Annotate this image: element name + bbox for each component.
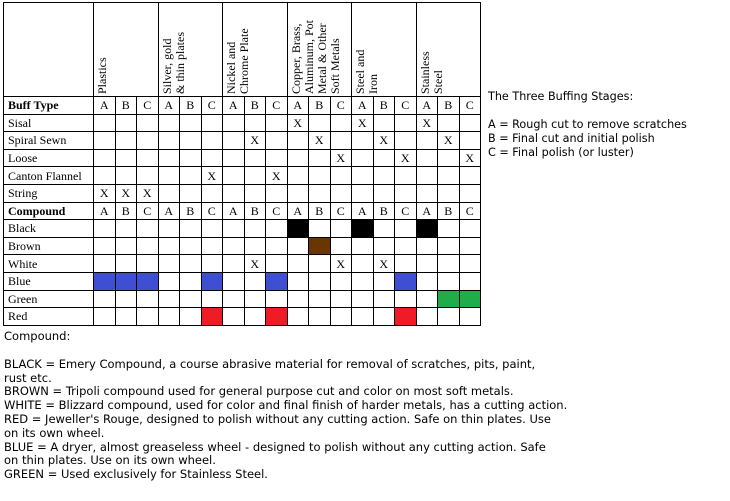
empty-cell	[180, 238, 202, 256]
row-label: Compound	[3, 203, 94, 221]
stage-letter: B	[374, 203, 396, 221]
empty-cell	[245, 291, 267, 309]
stage-letter: C	[137, 97, 159, 115]
empty-cell	[94, 291, 116, 309]
empty-cell	[223, 273, 245, 291]
empty-cell	[116, 115, 138, 133]
empty-cell	[331, 308, 353, 326]
compound-notes	[4, 330, 724, 482]
empty-cell	[223, 115, 245, 133]
material-header-line: Steel	[430, 70, 445, 94]
x-mark: X	[116, 185, 138, 203]
empty-cell	[352, 273, 374, 291]
compound-note-line: on thin plates. Use on its own wheel.	[4, 453, 216, 468]
compound-color-cell	[116, 273, 138, 291]
material-header-1	[159, 2, 224, 97]
row-label: Blue	[3, 273, 94, 291]
empty-cell	[460, 255, 482, 273]
compound-note-line: WHITE = Blizzard compound, used for color and final finish of harder metals, has a cutting action.	[4, 398, 568, 413]
compound-color-cell	[94, 273, 116, 291]
stage-letter: C	[331, 203, 353, 221]
empty-cell	[159, 238, 181, 256]
compound-color-cell	[395, 308, 417, 326]
stage-letter: A	[288, 203, 310, 221]
empty-cell	[159, 308, 181, 326]
empty-cell	[438, 238, 460, 256]
empty-cell	[309, 308, 331, 326]
empty-cell	[417, 273, 439, 291]
empty-cell	[374, 291, 396, 309]
empty-cell	[460, 115, 482, 133]
empty-cell	[137, 167, 159, 185]
empty-cell	[460, 238, 482, 256]
empty-cell	[309, 291, 331, 309]
empty-cell	[288, 185, 310, 203]
material-header-line: Steel and	[353, 49, 367, 94]
empty-cell	[180, 185, 202, 203]
compound-note-line: RED = Jeweller's Rouge, designed to polish without any cutting action. Safe on thin plates. Use	[4, 411, 551, 426]
compound-note-line: GREEN = Used exclusively for Stainless Steel.	[4, 467, 268, 482]
empty-cell	[374, 308, 396, 326]
empty-cell	[438, 308, 460, 326]
x-mark: X	[288, 115, 310, 133]
x-mark: X	[438, 132, 460, 150]
stage-letter: C	[395, 97, 417, 115]
empty-cell	[116, 238, 138, 256]
stage-letter: B	[245, 203, 267, 221]
buffing-stages-legend	[488, 90, 687, 160]
empty-cell	[245, 238, 267, 256]
empty-cell	[309, 185, 331, 203]
material-header-line: Metal & Other	[314, 23, 329, 94]
x-mark: X	[352, 115, 374, 133]
empty-cell	[180, 308, 202, 326]
empty-cell	[159, 185, 181, 203]
empty-cell	[288, 150, 310, 168]
empty-cell	[288, 167, 310, 185]
compound-color-cell	[266, 308, 288, 326]
empty-cell	[159, 273, 181, 291]
empty-cell	[352, 308, 374, 326]
material-header-3	[288, 2, 353, 97]
material-header-line: Soft Metals	[327, 38, 342, 94]
stage-letter: B	[116, 203, 138, 221]
x-mark: X	[374, 255, 396, 273]
empty-cell	[309, 273, 331, 291]
empty-cell	[223, 150, 245, 168]
empty-cell	[417, 167, 439, 185]
empty-cell	[266, 238, 288, 256]
empty-cell	[202, 115, 224, 133]
empty-cell	[395, 291, 417, 309]
empty-cell	[331, 291, 353, 309]
empty-cell	[352, 167, 374, 185]
row-label: Black	[3, 220, 94, 238]
stage-letter: B	[180, 97, 202, 115]
empty-cell	[137, 238, 159, 256]
empty-cell	[438, 167, 460, 185]
stage-letter: A	[159, 97, 181, 115]
compound-notes-title: Compound:	[4, 329, 71, 343]
material-header-text	[161, 32, 187, 94]
empty-cell	[417, 238, 439, 256]
stage-letter: C	[331, 97, 353, 115]
empty-cell	[137, 132, 159, 150]
stage-letter: C	[266, 97, 288, 115]
row-label: Buff Type	[3, 97, 94, 115]
empty-cell	[374, 273, 396, 291]
material-header-5	[417, 2, 482, 97]
x-mark: X	[374, 132, 396, 150]
material-header-text	[290, 20, 342, 94]
empty-cell	[245, 115, 267, 133]
material-header-text	[96, 57, 109, 94]
empty-cell	[245, 273, 267, 291]
empty-cell	[266, 255, 288, 273]
empty-cell	[180, 255, 202, 273]
empty-cell	[460, 273, 482, 291]
empty-cell	[223, 308, 245, 326]
stage-letter: B	[438, 97, 460, 115]
empty-cell	[180, 132, 202, 150]
empty-cell	[223, 238, 245, 256]
empty-cell	[352, 291, 374, 309]
empty-cell	[331, 132, 353, 150]
header-corner-cell	[3, 2, 94, 97]
compound-color-cell	[266, 273, 288, 291]
empty-cell	[309, 167, 331, 185]
material-header-text	[419, 51, 445, 94]
empty-cell	[137, 291, 159, 309]
compound-color-cell	[202, 273, 224, 291]
stage-letter: B	[374, 97, 396, 115]
x-mark: X	[245, 132, 267, 150]
empty-cell	[180, 291, 202, 309]
x-mark: X	[395, 150, 417, 168]
stage-letter: B	[245, 97, 267, 115]
empty-cell	[223, 132, 245, 150]
stage-letter: C	[460, 203, 482, 221]
empty-cell	[395, 185, 417, 203]
empty-cell	[417, 255, 439, 273]
empty-cell	[94, 308, 116, 326]
empty-cell	[460, 185, 482, 203]
x-mark: X	[331, 150, 353, 168]
empty-cell	[223, 220, 245, 238]
material-header-line: Plastics	[95, 57, 109, 94]
x-mark: X	[331, 255, 353, 273]
stage-letter: B	[309, 203, 331, 221]
compound-color-cell	[309, 238, 331, 256]
empty-cell	[137, 115, 159, 133]
empty-cell	[395, 167, 417, 185]
empty-cell	[460, 220, 482, 238]
row-label: Green	[3, 291, 94, 309]
legend-item-a: A = Rough cut to remove scratches	[488, 118, 687, 131]
stage-letter: A	[223, 97, 245, 115]
empty-cell	[245, 220, 267, 238]
empty-cell	[245, 308, 267, 326]
empty-cell	[116, 220, 138, 238]
empty-cell	[438, 255, 460, 273]
stage-letter: C	[202, 97, 224, 115]
empty-cell	[395, 115, 417, 133]
empty-cell	[417, 150, 439, 168]
material-header-line: Stainless	[417, 51, 432, 94]
empty-cell	[202, 255, 224, 273]
stage-letter: A	[159, 203, 181, 221]
empty-cell	[374, 220, 396, 238]
row-label: Canton Flannel	[3, 167, 94, 185]
empty-cell	[395, 255, 417, 273]
stage-letter: B	[116, 97, 138, 115]
material-header-0	[94, 2, 159, 97]
empty-cell	[288, 291, 310, 309]
stage-letter: A	[417, 203, 439, 221]
empty-cell	[202, 220, 224, 238]
empty-cell	[352, 150, 374, 168]
empty-cell	[180, 167, 202, 185]
empty-cell	[417, 291, 439, 309]
empty-cell	[159, 150, 181, 168]
empty-cell	[266, 185, 288, 203]
empty-cell	[94, 167, 116, 185]
empty-cell	[159, 132, 181, 150]
empty-cell	[374, 238, 396, 256]
x-mark: X	[460, 150, 482, 168]
compound-color-cell	[352, 220, 374, 238]
empty-cell	[94, 150, 116, 168]
empty-cell	[94, 220, 116, 238]
empty-cell	[94, 238, 116, 256]
row-label: Spiral Sewn	[3, 132, 94, 150]
empty-cell	[374, 150, 396, 168]
stage-letter: A	[352, 97, 374, 115]
empty-cell	[309, 255, 331, 273]
row-label: White	[3, 255, 94, 273]
empty-cell	[159, 167, 181, 185]
empty-cell	[288, 273, 310, 291]
row-label: Brown	[3, 238, 94, 256]
compound-note-line: rust etc.	[4, 370, 52, 385]
empty-cell	[395, 238, 417, 256]
empty-cell	[266, 132, 288, 150]
empty-cell	[245, 167, 267, 185]
empty-cell	[288, 132, 310, 150]
empty-cell	[266, 220, 288, 238]
empty-cell	[180, 273, 202, 291]
legend-title: The Three Buffing Stages:	[488, 90, 634, 103]
empty-cell	[266, 115, 288, 133]
stage-letter: A	[94, 203, 116, 221]
empty-cell	[223, 291, 245, 309]
material-header-2	[223, 2, 288, 97]
material-header-text	[354, 50, 380, 94]
compound-color-cell	[417, 220, 439, 238]
empty-cell	[159, 291, 181, 309]
empty-cell	[202, 132, 224, 150]
empty-cell	[116, 255, 138, 273]
empty-cell	[460, 167, 482, 185]
compound-color-cell	[288, 220, 310, 238]
empty-cell	[438, 115, 460, 133]
empty-cell	[180, 150, 202, 168]
empty-cell	[137, 255, 159, 273]
row-label: Red	[3, 308, 94, 326]
empty-cell	[417, 308, 439, 326]
empty-cell	[417, 132, 439, 150]
empty-cell	[331, 220, 353, 238]
empty-cell	[202, 238, 224, 256]
stage-letter: A	[223, 203, 245, 221]
stage-letter: C	[137, 203, 159, 221]
empty-cell	[395, 132, 417, 150]
empty-cell	[331, 185, 353, 203]
compound-notes-list	[4, 358, 724, 482]
empty-cell	[159, 115, 181, 133]
compound-color-cell	[137, 273, 159, 291]
empty-cell	[309, 115, 331, 133]
stage-letter: B	[438, 203, 460, 221]
empty-cell	[116, 308, 138, 326]
empty-cell	[266, 291, 288, 309]
empty-cell	[94, 132, 116, 150]
stage-letter: C	[460, 97, 482, 115]
empty-cell	[374, 115, 396, 133]
material-header-line: Nickel and	[224, 41, 238, 94]
compound-color-cell	[438, 291, 460, 309]
empty-cell	[202, 150, 224, 168]
material-header-line: Chrome Plate	[237, 28, 251, 94]
compound-note-line: on its own wheel.	[4, 425, 105, 440]
material-header-line: & thin plates	[172, 32, 187, 94]
empty-cell	[137, 220, 159, 238]
row-label: Loose	[3, 150, 94, 168]
empty-cell	[245, 150, 267, 168]
legend-item-b: B = Final cut and initial polish	[488, 132, 655, 145]
empty-cell	[288, 255, 310, 273]
empty-cell	[288, 238, 310, 256]
stage-letter: B	[180, 203, 202, 221]
x-mark: X	[202, 167, 224, 185]
empty-cell	[331, 273, 353, 291]
empty-cell	[223, 167, 245, 185]
empty-cell	[374, 185, 396, 203]
empty-cell	[288, 308, 310, 326]
compound-color-cell	[395, 273, 417, 291]
empty-cell	[223, 255, 245, 273]
x-mark: X	[245, 255, 267, 273]
empty-cell	[266, 150, 288, 168]
empty-cell	[245, 185, 267, 203]
empty-cell	[374, 167, 396, 185]
compound-note-line: BLACK = Emery Compound, a course abrasive material for removal of scratches, pits, paint,	[4, 356, 536, 371]
x-mark: X	[94, 185, 116, 203]
stage-letter: A	[94, 97, 116, 115]
x-mark: X	[309, 132, 331, 150]
x-mark: X	[417, 115, 439, 133]
empty-cell	[159, 255, 181, 273]
empty-cell	[352, 185, 374, 203]
compound-color-cell	[202, 308, 224, 326]
x-mark: X	[266, 167, 288, 185]
empty-cell	[202, 291, 224, 309]
stage-letter: A	[288, 97, 310, 115]
empty-cell	[180, 220, 202, 238]
row-label: String	[3, 185, 94, 203]
empty-cell	[202, 185, 224, 203]
compound-note-line: BLUE = A dryer, almost greaseless wheel - designed to polish without any cutting action. Safe	[4, 439, 546, 454]
empty-cell	[94, 115, 116, 133]
empty-cell	[116, 132, 138, 150]
compound-note-line: BROWN = Tripoli compound used for general purpose cut and color on most soft metals.	[4, 384, 514, 399]
row-label: Sisal	[3, 115, 94, 133]
empty-cell	[417, 185, 439, 203]
empty-cell	[395, 220, 417, 238]
stage-letter: A	[352, 203, 374, 221]
material-header-line: Iron	[366, 74, 380, 94]
material-header-line: Aluminum, Pot	[301, 19, 316, 94]
material-header-4	[352, 2, 417, 97]
material-header-text	[225, 28, 251, 94]
empty-cell	[309, 150, 331, 168]
empty-cell	[309, 220, 331, 238]
empty-cell	[352, 132, 374, 150]
empty-cell	[180, 115, 202, 133]
empty-cell	[116, 150, 138, 168]
empty-cell	[137, 150, 159, 168]
empty-cell	[94, 255, 116, 273]
material-header-line: Copper, Brass,	[288, 23, 303, 94]
empty-cell	[331, 238, 353, 256]
empty-cell	[460, 132, 482, 150]
empty-cell	[331, 167, 353, 185]
empty-cell	[460, 308, 482, 326]
empty-cell	[352, 255, 374, 273]
stage-letter: C	[395, 203, 417, 221]
x-mark: X	[137, 185, 159, 203]
stage-letter: B	[309, 97, 331, 115]
empty-cell	[438, 220, 460, 238]
empty-cell	[438, 150, 460, 168]
empty-cell	[223, 185, 245, 203]
empty-cell	[331, 115, 353, 133]
compound-color-cell	[460, 291, 482, 309]
stage-letter: A	[417, 97, 439, 115]
empty-cell	[352, 238, 374, 256]
empty-cell	[159, 220, 181, 238]
empty-cell	[438, 273, 460, 291]
empty-cell	[116, 291, 138, 309]
material-header-line: Silver, gold	[159, 38, 174, 94]
stage-letter: C	[266, 203, 288, 221]
empty-cell	[116, 167, 138, 185]
stage-letter: C	[202, 203, 224, 221]
empty-cell	[438, 185, 460, 203]
legend-item-c: C = Final polish (or luster)	[488, 146, 634, 159]
empty-cell	[137, 308, 159, 326]
